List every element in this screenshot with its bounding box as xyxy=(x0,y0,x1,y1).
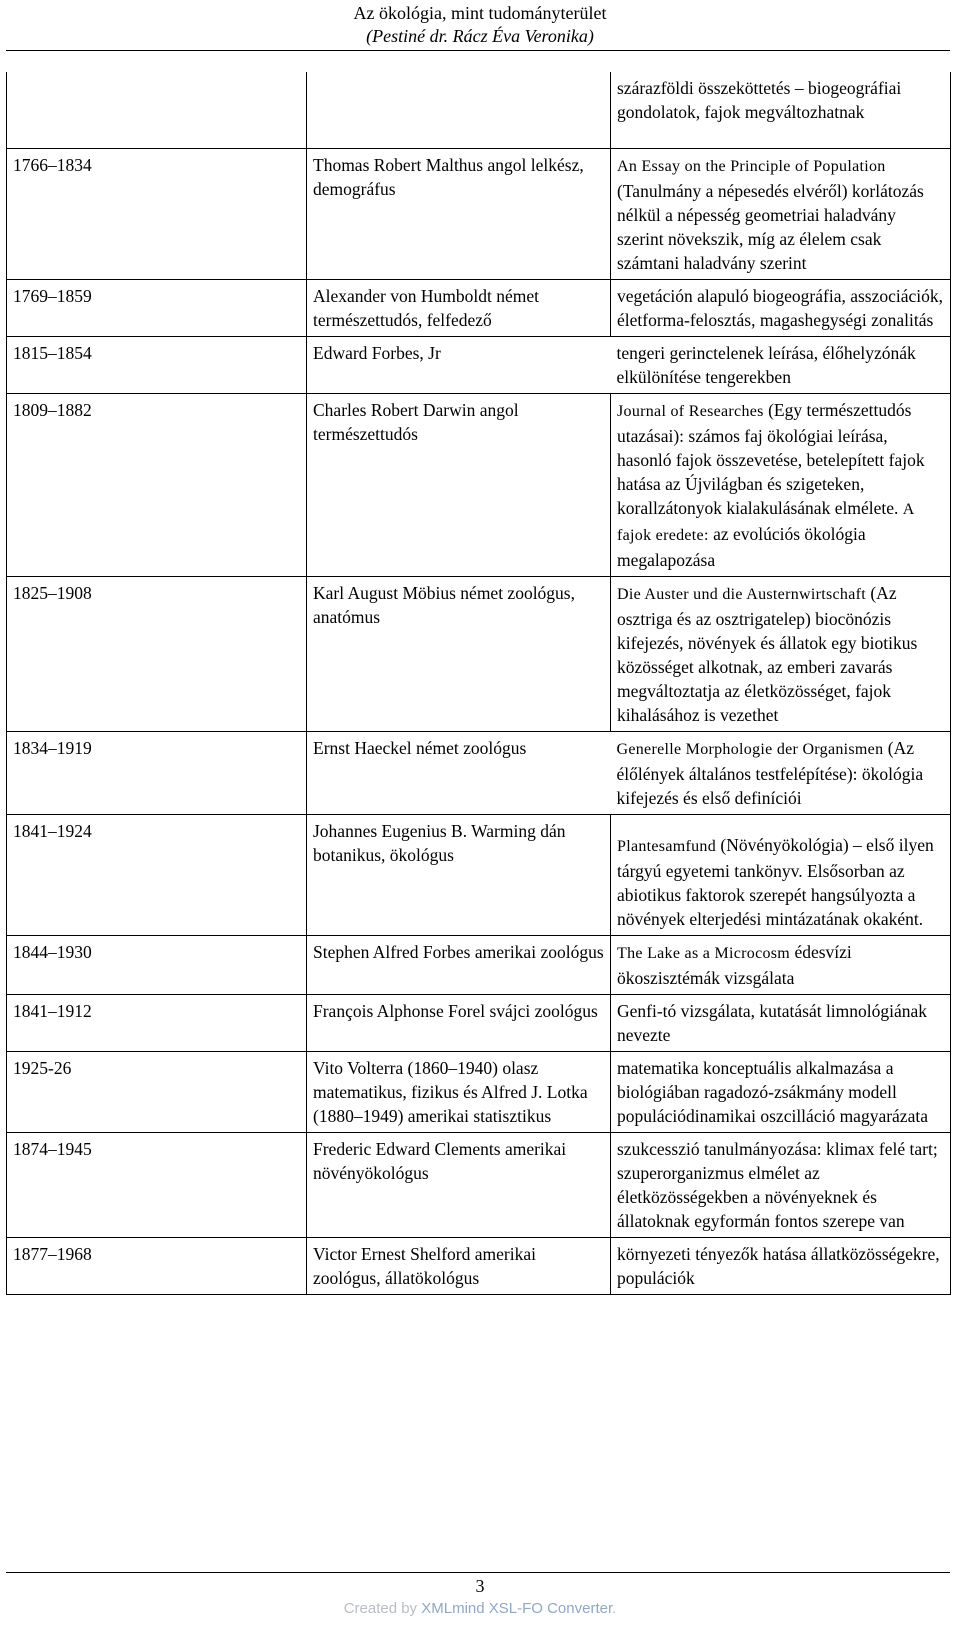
table-row xyxy=(7,1132,951,1237)
person-cell: Edward Forbes, Jr xyxy=(307,336,611,393)
contribution-cell: vegetáción alapuló biogeográfia, asszociációk, életforma-felosztás, magashegységi zonalitás xyxy=(611,279,951,336)
person-cell: Vito Volterra (1860–1940) olasz matematikus, fizikus és Alfred J. Lotka (1880–1949) amerikai statisztikus xyxy=(307,1051,611,1132)
table-row xyxy=(7,576,951,731)
person-cell xyxy=(307,72,611,148)
years-cell: 1841–1912 xyxy=(7,994,307,1051)
contribution-text: az evolúciós ökológia megalapozása xyxy=(617,523,866,570)
person-cell: Stephen Alfred Forbes amerikai zoológus xyxy=(307,935,611,994)
years-cell: 1844–1930 xyxy=(7,935,307,994)
person-cell: Alexander von Humboldt német természettudós, felfedező xyxy=(307,279,611,336)
years-cell: 1925-26 xyxy=(7,1051,307,1132)
table-row xyxy=(7,336,951,393)
contribution-cell xyxy=(611,814,951,935)
years-cell: 1766–1834 xyxy=(7,148,307,279)
table-row xyxy=(7,1051,951,1132)
ecology-history-table xyxy=(6,72,951,1295)
years-cell: 1769–1859 xyxy=(7,279,307,336)
page-header xyxy=(0,0,960,48)
converter-suffix: . xyxy=(612,1600,617,1617)
table-row xyxy=(7,279,951,336)
contribution-cell: környezeti tényezők hatása állatközösségekre, populációk xyxy=(611,1237,951,1294)
converter-link[interactable]: XMLmind XSL-FO Converter xyxy=(421,1600,613,1617)
contribution-text: (Az osztriga és az osztrigatelep) biocönózis kifejezés, növények és állatok egy biotikus közösséget alkotnak, az emberi zavarás megváltoztatja az életközösséget, fajok kihalásához is vezethet xyxy=(617,582,918,725)
table-row xyxy=(7,148,951,279)
contribution-text: (Egy természettudós utazásai): számos faj ökológiai leírása, hasonló fajok összevetése, betelepített fajok hatása az Újvilágban és szigeteken, korallzátonyok kialakulásának elmélete. xyxy=(617,399,925,518)
table-row xyxy=(7,814,951,935)
contribution-cell xyxy=(611,393,951,576)
table-row xyxy=(7,1237,951,1294)
years-cell: 1815–1854 xyxy=(7,336,307,393)
table-row xyxy=(7,935,951,994)
contribution-cell: Genfi-tó vizsgálata, kutatását limnológiának nevezte xyxy=(611,994,951,1051)
converter-prefix: Created by xyxy=(343,1600,422,1617)
person-cell: Frederic Edward Clements amerikai növényökológus xyxy=(307,1132,611,1237)
document-author: (Pestiné dr. Rácz Éva Veronika) xyxy=(366,26,594,46)
work-title: The Lake as a Microcosm xyxy=(617,944,791,962)
document-title: Az ökológia, mint tudományterület xyxy=(353,3,607,23)
work-title: Die Auster und die Austernwirtschaft xyxy=(617,585,866,603)
table-row xyxy=(7,72,951,148)
contribution-cell xyxy=(611,148,951,279)
person-cell: Charles Robert Darwin angol természettudós xyxy=(307,393,611,576)
years-cell: 1841–1924 xyxy=(7,814,307,935)
years-cell: 1877–1968 xyxy=(7,1237,307,1294)
years-cell xyxy=(7,72,307,148)
years-cell: 1834–1919 xyxy=(7,731,307,814)
person-cell: Thomas Robert Malthus angol lelkész, demográfus xyxy=(307,148,611,279)
converter-watermark xyxy=(0,1600,960,1617)
years-cell: 1809–1882 xyxy=(7,393,307,576)
contribution-cell xyxy=(611,576,951,731)
footer-divider xyxy=(6,1572,950,1573)
contribution-cell xyxy=(611,935,951,994)
work-title: An Essay on the Principle of Population xyxy=(617,157,886,175)
person-cell: Johannes Eugenius B. Warming dán botanikus, ökológus xyxy=(307,814,611,935)
contribution-cell: szárazföldi összeköttetés – biogeográfiai gondolatok, fajok megváltozhatnak xyxy=(611,72,951,148)
years-cell: 1874–1945 xyxy=(7,1132,307,1237)
work-title: Journal of Researches xyxy=(617,402,764,420)
contribution-text: (Növényökológia) – első ilyen tárgyú egyetemi tankönyv. Elsősorban az abiotikus faktorok szerepét hangsúlyozta a növények elterjedési mintázatának okaként. xyxy=(617,834,934,929)
table-row xyxy=(7,731,951,814)
contribution-cell: szukcesszió tanulmányozása: klimax felé tart; szuperorganizmus elmélet az életközösségekben a növényeknek és állatoknak egyformán fontos szerepe van xyxy=(611,1132,951,1237)
work-title: Plantesamfund xyxy=(617,837,716,855)
table-row xyxy=(7,994,951,1051)
person-cell: Victor Ernest Shelford amerikai zoológus, állatökológus xyxy=(307,1237,611,1294)
header-divider xyxy=(6,50,950,51)
person-cell: Karl August Möbius német zoológus, anatómus xyxy=(307,576,611,731)
person-cell: Ernst Haeckel német zoológus xyxy=(307,731,611,814)
person-cell: François Alphonse Forel svájci zoológus xyxy=(307,994,611,1051)
contribution-cell xyxy=(611,731,951,814)
table-row xyxy=(7,393,951,576)
work-title: Generelle Morphologie der Organismen xyxy=(616,740,884,758)
contribution-text: (Az élőlények általános testfelépítése): ökológia kifejezés és első definíciói xyxy=(616,737,924,808)
contribution-cell: tengeri gerinctelenek leírása, élőhelyzónák elkülönítése tengerekben xyxy=(611,336,951,393)
contribution-text: (Tanulmány a népesedés elvéről) korlátozás nélkül a népesség geometriai haladvány szerint növekszik, míg az élelem csak számtani haladvány szerint xyxy=(617,180,924,273)
page-number: 3 xyxy=(475,1576,485,1596)
work-title: A fajok eredete: xyxy=(617,500,914,544)
contribution-cell: matematika konceptuális alkalmazása a biológiában ragadozó-zsákmány modell populációdinamikai oszcilláció magyarázata xyxy=(611,1051,951,1132)
contribution-text: édesvízi ökoszisztémák vizsgálata xyxy=(617,941,852,988)
years-cell: 1825–1908 xyxy=(7,576,307,731)
